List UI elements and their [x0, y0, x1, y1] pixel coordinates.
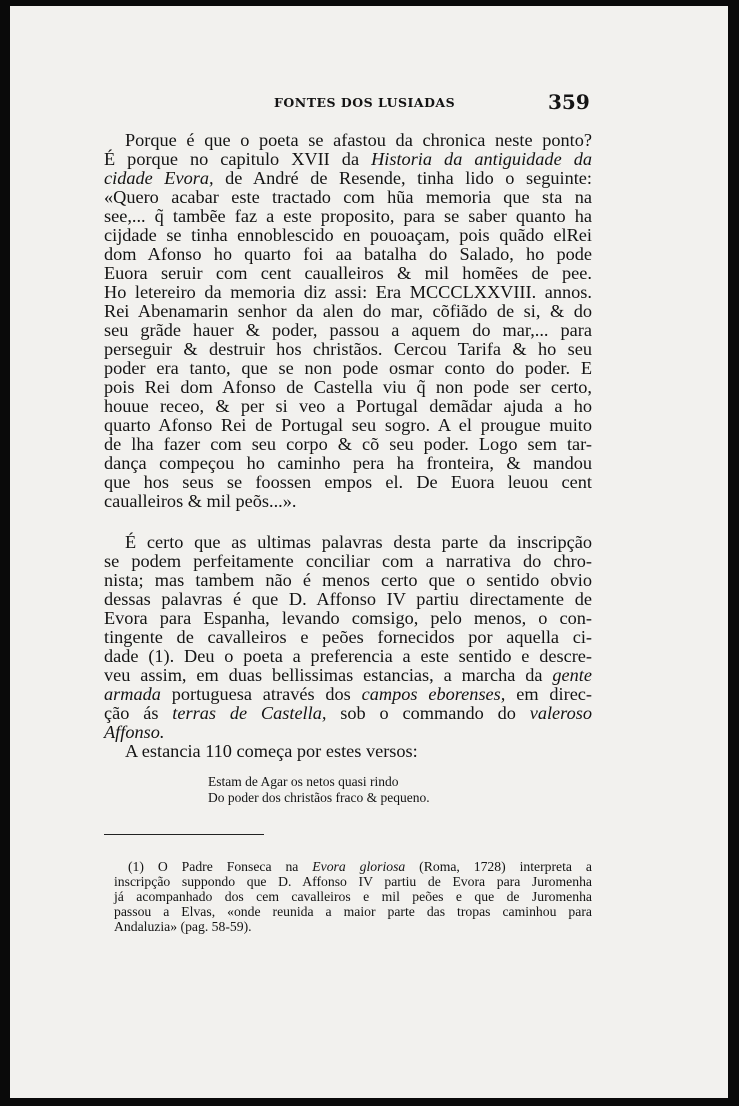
verse-quote — [208, 774, 430, 806]
text-line: «Quero acabar este tractado com hũa memoria que sta na — [104, 187, 592, 207]
footnote — [114, 859, 592, 934]
text-line: Ho letereiro da memoria diz assi: Era MCCCLXXVIII. annos. — [104, 282, 592, 302]
book-page — [10, 6, 728, 1098]
text-line: pois Rei dom Afonso de Castella viu q̃ non pode ser certo, — [104, 377, 592, 397]
text-line: A estancia 110 começa por estes versos: — [125, 741, 418, 761]
text-line: houue receo, & per si veo a Portugal demãdar ajuda a ho — [104, 396, 592, 416]
running-title: FONTES DOS LUSIADAS — [274, 95, 456, 110]
footnote-line: já acompanhado dos cem cavalleiros e mil peões e que de Juromenha — [114, 889, 592, 904]
footnote-line: passou a Elvas, «onde reunida a maior parte das tropas caminhou para — [114, 904, 592, 919]
text-line: dança compeçou ho caminho pera ha fronteira, & mandou — [104, 453, 592, 473]
text-line: nista; mas tambem não é menos certo que o sentido obvio — [104, 570, 592, 590]
text-line: seu grãde hauer & poder, passou a aquem do mar,... para — [104, 320, 592, 340]
text-line: caualleiros & mil peõs...». — [104, 491, 297, 511]
text-line: dade (1). Deu o poeta a preferencia a este sentido e descre- — [104, 646, 592, 666]
text-line: Rei Abenamarin senhor da alen do mar, cõfiãdo de si, & do — [104, 301, 592, 321]
text-line: que hos seus se foossen empos el. De Euora leuou cent — [104, 472, 592, 492]
text-line: veu assim, em duas bellissimas estancias, a marcha da gente — [104, 665, 592, 685]
text-line: tingente de cavalleiros e peões fornecidos por aquella ci- — [104, 627, 592, 647]
text-line: se podem perfeitamente conciliar com a narrativa do chro- — [104, 551, 592, 571]
text-line: quarto Afonso Rei de Portugal seu sogro. A el prougue muito — [104, 415, 592, 435]
text-line: Evora para Espanha, levando comsigo, pelo menos, o con- — [104, 608, 592, 628]
text-line: É certo que as ultimas palavras desta parte da inscripção — [125, 532, 592, 552]
footnote-rule — [104, 834, 264, 835]
text-line: see,... q̃ tambẽe faz a este proposito, para se saber quanto ha — [104, 206, 592, 226]
verse-line: Estam de Agar os netos quasi rindo — [208, 774, 399, 789]
text-line: ção ás terras de Castella, sob o commando do valeroso — [104, 703, 592, 723]
verse-line: Do poder dos christãos fraco & pequeno. — [208, 790, 430, 805]
text-line: poder era tanto, que se non pode osmar conto do poder. E — [104, 358, 592, 378]
text-line: É porque no capitulo XVII da Historia da antiguidade da — [104, 149, 592, 169]
text-line: Euora seruir com cent caualleiros & mil homẽes de pee. — [104, 263, 592, 283]
text-line: perseguir & destruir hos christãos. Cercou Tarifa & ho seu — [104, 339, 592, 359]
text-line: armada portuguesa através dos campos eborenses, em direc- — [104, 684, 593, 704]
text-line: dessas palavras é que D. Affonso IV partiu directamente de — [104, 589, 592, 609]
text-line: Affonso. — [104, 722, 165, 742]
body-text — [104, 131, 592, 761]
text-line: Porque é que o poeta se afastou da chronica neste ponto? — [125, 130, 592, 150]
footnote-line: Andaluzia» (pag. 58-59). — [114, 919, 252, 934]
page-number: 359 — [548, 90, 590, 114]
text-line: dom Afonso ho quarto foi aa batalha do Salado, ho pode — [104, 244, 592, 264]
text-line: de lha fazer com seu corpo & cõ seu poder. Logo sem tar- — [104, 434, 592, 454]
footnote-line: (1) O Padre Fonseca na Evora gloriosa (Roma, 1728) interpreta a — [128, 859, 592, 874]
text-line: cidade Evora, de André de Resende, tinha lido o seguinte: — [104, 168, 593, 188]
footnote-line: inscripção suppondo que D. Affonso IV partiu de Evora para Juromenha — [114, 874, 592, 889]
text-line: cijdade se tinha ennoblescido en pouoaçam, pois quãdo elRei — [104, 225, 592, 245]
